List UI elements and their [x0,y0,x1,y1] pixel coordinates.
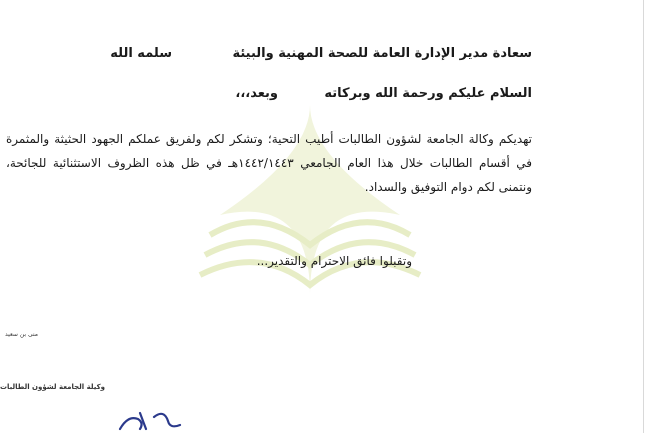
handwritten-signature [110,395,190,433]
letter-body: تهديكم وكالة الجامعة لشؤون الطالبات أطيب التحية؛ وتشكر لكم ولفريق عملكم الجهود الحثيثة والمثمرة في أقسام الطالبات خلال هذا العام الجامعي ١٤٤٢/١٤٤٣هـ في ظل هذه الظروف الاستثنائية للجائحة، ونتمنى لكم دوام التوفيق والسداد. [6,132,532,194]
signatory-name: منى بن سعيد [5,331,38,338]
addressee-line: سعادة مدير الإدارة العامة للصحة المهنية والبيئة [232,46,532,61]
office-title: وكيلة الجامعة لشؤون الطالبات [0,383,105,391]
page-edge-line [643,0,644,433]
wa-bad-line: وبعد،،، [235,86,278,101]
addressee-salute: سلمه الله [110,46,172,61]
closing-line: وتقبلوا فائق الاحترام والتقدير... [256,254,412,268]
greeting-line: السلام عليكم ورحمة الله وبركاته [324,86,532,101]
